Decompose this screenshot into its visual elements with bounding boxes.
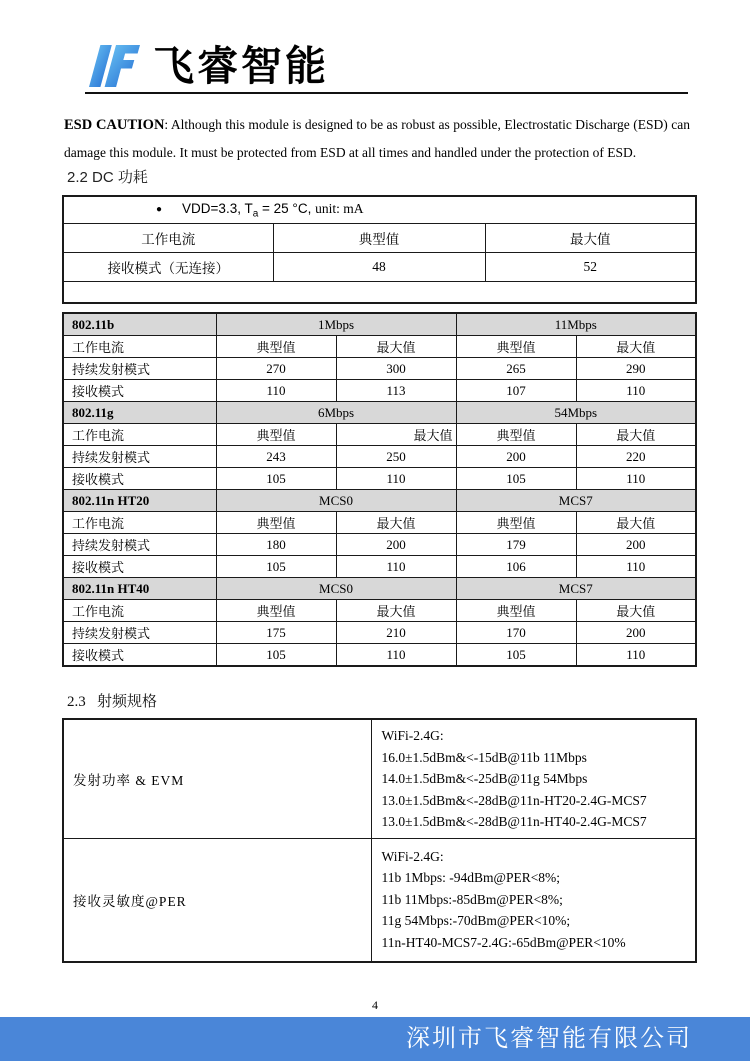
standard-header-row-80211g [63, 402, 696, 424]
brand-text: 飞睿智能 [153, 43, 329, 89]
table-cell: 802.11n HT40 [63, 578, 216, 600]
table-cell: 典型值 [456, 336, 576, 358]
table-cell: 105 [456, 644, 576, 667]
table-cell: 200 [336, 534, 456, 556]
table-cell: 110 [216, 380, 336, 402]
spec-line: WiFi-2.4G: [381, 848, 444, 864]
table-cell: 持续发射模式 [63, 622, 216, 644]
table-cell: 最大值 [336, 424, 456, 446]
table-cell: 52 [485, 253, 696, 282]
table-cell: 典型值 [216, 512, 336, 534]
standard-header-row-80211n-ht40 [63, 578, 696, 600]
standard-header-row-80211b [63, 313, 696, 336]
table-cell: 105 [216, 644, 336, 667]
table-cell: 200 [456, 446, 576, 468]
table-cell: 110 [576, 644, 696, 667]
table-cell: 典型值 [273, 224, 485, 253]
dc-note-row [63, 196, 696, 224]
table-cell: 270 [216, 358, 336, 380]
table-cell: 210 [336, 622, 456, 644]
footer-company-bar: 深圳市飞睿智能有限公司 [0, 1017, 750, 1061]
spec-line: 13.0±1.5dBm&<-28dB@11n-HT20-2.4G-MCS7 [381, 792, 647, 808]
spec-line: 11b 11Mbps:-85dBm@PER<8%; [381, 891, 563, 907]
spec-line: WiFi-2.4G: [381, 728, 444, 743]
tx-row [63, 358, 696, 380]
table-cell: 110 [336, 468, 456, 490]
tx-row [63, 622, 696, 644]
table-cell: 最大值 [576, 512, 696, 534]
column-header-row [63, 512, 696, 534]
table-cell: 200 [576, 622, 696, 644]
table-cell: 110 [576, 556, 696, 578]
table-cell: 290 [576, 358, 696, 380]
dc-empty-row [63, 282, 696, 304]
table-cell: 113 [336, 380, 456, 402]
table-cell: 107 [456, 380, 576, 402]
table-cell: 接收模式 [63, 644, 216, 667]
spec-line: 16.0±1.5dBm&<-15dB@11b 11Mbps [381, 749, 587, 765]
tx-power-row [63, 719, 696, 838]
table-cell: 1Mbps [216, 313, 456, 336]
table-cell: 175 [216, 622, 336, 644]
table-cell [63, 282, 696, 304]
table-cell: 105 [216, 556, 336, 578]
table-cell: 54Mbps [456, 402, 696, 424]
spec-line: 13.0±1.5dBm&<-28dB@11n-HT40-2.4G-MCS7 [381, 814, 647, 829]
rf-spec-table [62, 718, 697, 963]
table-cell: 工作电流 [63, 336, 216, 358]
table-cell: 典型值 [216, 336, 336, 358]
table-cell: MCS0 [216, 578, 456, 600]
table-cell: MCS0 [216, 490, 456, 512]
wifi-current-table [62, 312, 697, 667]
dc-conditions-table [62, 195, 697, 304]
table-cell: MCS7 [456, 490, 696, 512]
table-cell: 802.11n HT20 [63, 490, 216, 512]
tx-row [63, 534, 696, 556]
table-cell: 105 [456, 468, 576, 490]
table-cell: 802.11b [63, 313, 216, 336]
rx-row [63, 556, 696, 578]
table-cell: 典型值 [456, 512, 576, 534]
standard-header-row-80211n-ht20 [63, 490, 696, 512]
table-cell: MCS7 [456, 578, 696, 600]
spec-line: 11b 1Mbps: -94dBm@PER<8%; [381, 870, 561, 886]
table-cell: 48 [273, 253, 485, 282]
section-heading-rf: 2.3 射频规格 [67, 694, 158, 710]
feirui-f-logo-icon [85, 42, 141, 90]
table-cell: 典型值 [456, 424, 576, 446]
table-cell: 110 [336, 556, 456, 578]
table-cell: 最大值 [576, 336, 696, 358]
table-cell: 110 [336, 644, 456, 667]
table-cell: 最大值 [336, 600, 456, 622]
esd-caution-title: ESD CAUTION [64, 116, 165, 133]
rx-row [63, 644, 696, 667]
rx-row [63, 468, 696, 490]
company-logo [85, 42, 329, 90]
esd-caution-body: : Although this module is designed to be as robust as possible, Electrostatic Discharge (ESD) can damage this module. It must be protected from ESD at all times and handled under the protection of ESD. [64, 116, 690, 160]
column-header-row [63, 600, 696, 622]
table-cell: 接收模式（无连接） [63, 253, 273, 282]
table-cell: 180 [216, 534, 336, 556]
table-cell: 持续发射模式 [63, 446, 216, 468]
page-number: 4 [372, 998, 378, 1012]
table-cell: 802.11g [63, 402, 216, 424]
table-cell: 接收模式 [63, 556, 216, 578]
table-cell: 265 [456, 358, 576, 380]
header-divider [85, 92, 688, 94]
table-cell: 最大值 [485, 224, 696, 253]
table-cell: 最大值 [576, 424, 696, 446]
spec-line: 11g 54Mbps:-70dBm@PER<10%; [381, 913, 571, 929]
table-cell: 300 [336, 358, 456, 380]
table-cell: 接收灵敏度@PER [63, 838, 371, 962]
table-cell: 接收模式 [63, 468, 216, 490]
dc-note-condition: VDD=3.3, $T_a = 25$ °C, [182, 200, 316, 220]
table-cell: 典型值 [216, 424, 336, 446]
table-cell: 110 [576, 380, 696, 402]
table-cell: 最大值 [336, 512, 456, 534]
table-cell: 工作电流 [63, 224, 273, 253]
tx-power-values [371, 719, 696, 838]
dc-note-unit: unit: mA [315, 200, 364, 216]
table-cell: 最大值 [336, 336, 456, 358]
table-cell: 6Mbps [216, 402, 456, 424]
table-cell: 250 [336, 446, 456, 468]
spec-line: 11n-HT40-MCS7-2.4G:-65dBm@PER<10% [381, 934, 626, 950]
table-cell: 典型值 [216, 600, 336, 622]
table-cell: 工作电流 [63, 600, 216, 622]
esd-caution-paragraph [64, 111, 690, 166]
table-cell: 发射功率 & EVM [63, 719, 371, 838]
dc-note-cell [63, 196, 696, 224]
rx-sensitivity-row [63, 838, 696, 962]
rx-row [63, 380, 696, 402]
table-cell: 典型值 [456, 600, 576, 622]
column-header-row [63, 424, 696, 446]
table-cell: 持续发射模式 [63, 534, 216, 556]
table-cell: 11Mbps [456, 313, 696, 336]
table-cell: 170 [456, 622, 576, 644]
table-cell: 200 [576, 534, 696, 556]
spec-line: 14.0±1.5dBm&<-25dB@11g 54Mbps [381, 771, 588, 786]
dc-header-row [63, 224, 696, 253]
table-cell: 最大值 [576, 600, 696, 622]
dc-data-row [63, 253, 696, 282]
rx-sensitivity-values [371, 838, 696, 962]
table-cell: 220 [576, 446, 696, 468]
table-cell: 工作电流 [63, 512, 216, 534]
table-cell: 243 [216, 446, 336, 468]
table-cell: 179 [456, 534, 576, 556]
table-cell: 工作电流 [63, 424, 216, 446]
table-cell: 接收模式 [63, 380, 216, 402]
tx-row [63, 446, 696, 468]
bullet-icon: ● [156, 203, 163, 215]
section-heading-dc: 2.2 DC 功耗 [67, 169, 148, 186]
column-header-row [63, 336, 696, 358]
table-cell: 110 [576, 468, 696, 490]
table-cell: 105 [216, 468, 336, 490]
table-cell: 持续发射模式 [63, 358, 216, 380]
table-cell: 106 [456, 556, 576, 578]
